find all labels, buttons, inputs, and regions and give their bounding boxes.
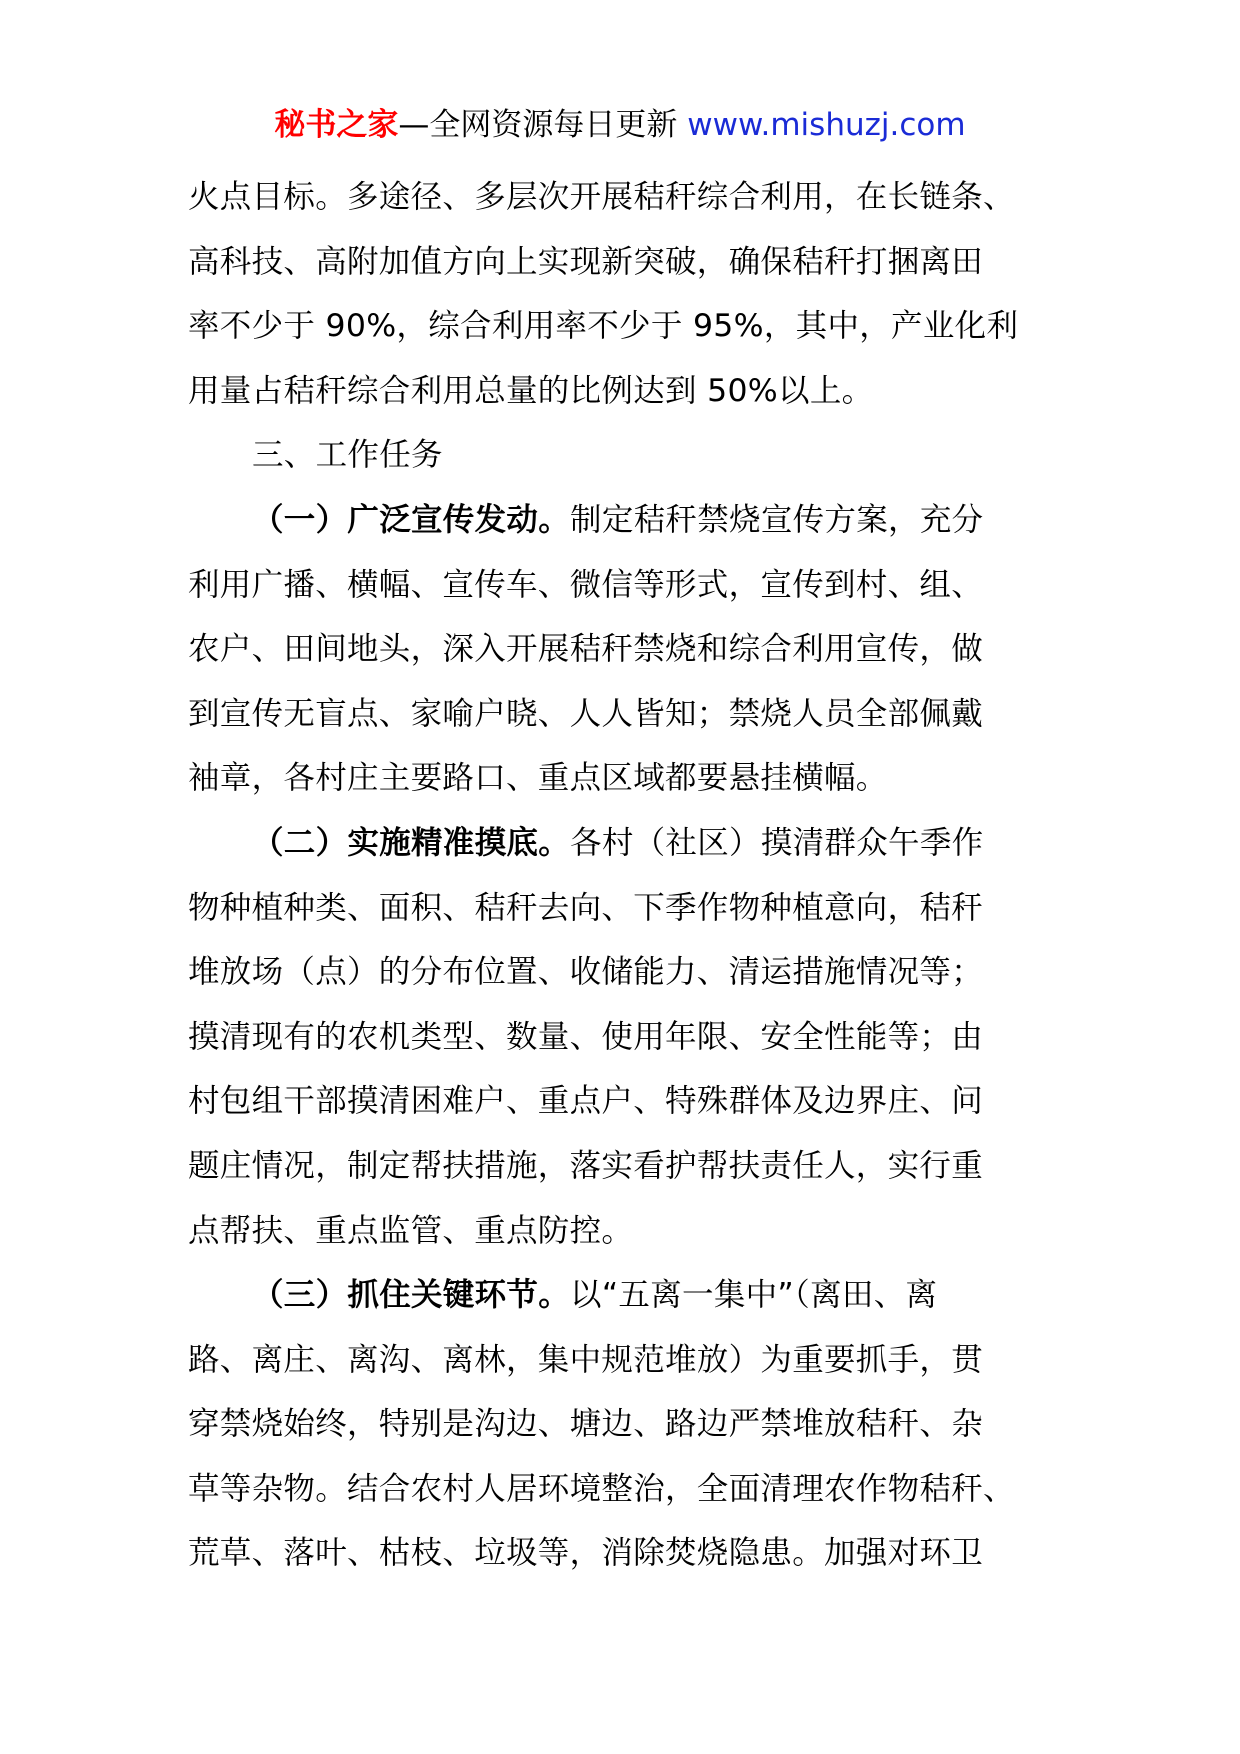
site-url-link[interactable]: www.mishuzj.com bbox=[687, 107, 966, 143]
text-line bbox=[188, 230, 1058, 295]
line-text: 题庄情况，制定帮扶措施，落实看护帮扶责任人，实行重 bbox=[188, 1147, 984, 1184]
text-line bbox=[188, 876, 1058, 941]
line-text: 用量占秸秆综合利用总量的比例达到 50%以上。 bbox=[188, 372, 874, 409]
line-text: 堆放场（点）的分布位置、收储能力、清运措施情况等； bbox=[188, 954, 984, 991]
text-line bbox=[188, 617, 1058, 682]
text-line bbox=[188, 294, 1058, 359]
line-text: 高科技、高附加值方向上实现新突破，确保秸秆打捆离田 bbox=[188, 243, 984, 280]
line-text: 草等杂物。结合农村人居环境整治，全面清理农作物秸秆、 bbox=[188, 1470, 1015, 1507]
text-line bbox=[188, 682, 1058, 747]
text-line bbox=[188, 1199, 1058, 1264]
line-text: 袖章，各村庄主要路口、重点区域都要悬挂横幅。 bbox=[188, 760, 888, 797]
line-text: 摸清现有的农机类型、数量、使用年限、安全性能等；由 bbox=[188, 1018, 984, 1055]
line-text: 利用广播、横幅、宣传车、微信等形式，宣传到村、组、 bbox=[188, 566, 984, 603]
text-line bbox=[188, 165, 1058, 230]
line-text: 物种植种类、面积、秸秆去向、下季作物种植意向，秸秆 bbox=[188, 889, 984, 926]
line-text: 路、离庄、离沟、离林，集中规范堆放）为重要抓手，贯 bbox=[188, 1341, 984, 1378]
header-slogan: —全网资源每日更新 bbox=[398, 107, 688, 143]
text-line bbox=[188, 1392, 1058, 1457]
text-line bbox=[188, 1328, 1058, 1393]
text-line bbox=[188, 359, 1058, 424]
line-text: 火点目标。多途径、多层次开展秸秆综合利用，在长链条、 bbox=[188, 179, 1015, 215]
text-line bbox=[188, 940, 1058, 1005]
subsection-title: （一）广泛宣传发动。 bbox=[252, 501, 571, 538]
paragraph-start bbox=[188, 1263, 1058, 1328]
line-text: 率不少于 90%，综合利用率不少于 95%，其中，产业化利 bbox=[188, 308, 1019, 345]
line-text: 村包组干部摸清困难户、重点户、特殊群体及边界庄、问 bbox=[188, 1083, 984, 1120]
brand-name: 秘书之家 bbox=[274, 107, 399, 143]
paragraph-start bbox=[188, 811, 1058, 876]
line-text: 制定秸秆禁烧宣传方案，充分 bbox=[570, 501, 984, 538]
line-text: 到宣传无盲点、家喻户晓、人人皆知；禁烧人员全部佩戴 bbox=[188, 695, 984, 732]
line-text: 荒草、落叶、枯枝、垃圾等，消除焚烧隐患。加强对环卫 bbox=[188, 1535, 984, 1572]
line-text: 农户、田间地头，深入开展秸秆禁烧和综合利用宣传，做 bbox=[188, 631, 984, 668]
text-line bbox=[188, 553, 1058, 618]
text-line bbox=[188, 1069, 1058, 1134]
text-line bbox=[188, 1134, 1058, 1199]
document-body bbox=[188, 165, 1058, 1586]
section-heading-text: 三、工作任务 bbox=[252, 437, 443, 474]
subsection-title: （二）实施精准摸底。 bbox=[252, 824, 571, 861]
paragraph-start bbox=[188, 488, 1058, 553]
page-header bbox=[0, 100, 1240, 150]
line-text: 以“五离一集中”（离田、离 bbox=[570, 1277, 938, 1314]
subsection-title: （三）抓住关键环节。 bbox=[252, 1277, 571, 1314]
line-text: 各村（社区）摸清群众午季作 bbox=[570, 824, 984, 861]
text-line bbox=[188, 1005, 1058, 1070]
line-text: 穿禁烧始终，特别是沟边、塘边、路边严禁堆放秸秆、杂 bbox=[188, 1406, 984, 1443]
section-heading bbox=[188, 423, 1058, 488]
text-line bbox=[188, 1457, 1058, 1522]
text-line bbox=[188, 1521, 1058, 1586]
text-line bbox=[188, 746, 1058, 811]
line-text: 点帮扶、重点监管、重点防控。 bbox=[188, 1212, 634, 1249]
